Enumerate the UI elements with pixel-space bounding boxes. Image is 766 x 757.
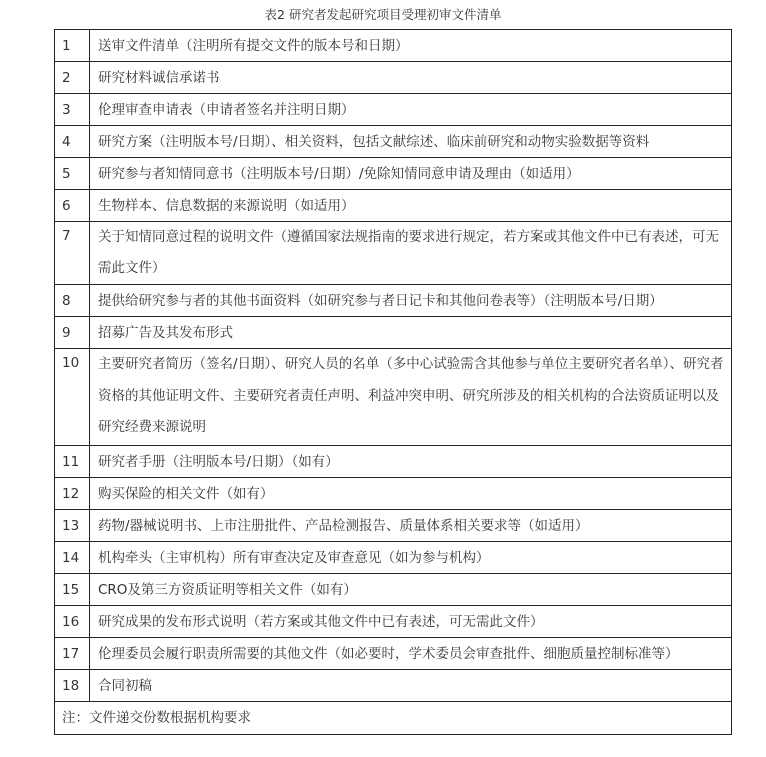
table-note-row (55, 702, 732, 735)
row-text: 生物样本、信息数据的来源说明（如适用） (90, 190, 732, 222)
row-number: 8 (55, 285, 90, 317)
row-text: 伦理审查申请表（申请者签名并注明日期） (90, 94, 732, 126)
row-text: 送审文件清单（注明所有提交文件的版本号和日期） (90, 30, 732, 62)
table-row (55, 94, 732, 126)
row-number: 14 (55, 542, 90, 574)
row-text: 合同初稿 (90, 670, 732, 702)
row-number: 5 (55, 158, 90, 190)
row-number: 7 (55, 222, 90, 285)
table-row (55, 574, 732, 606)
row-text: 研究者手册（注明版本号/日期）（如有） (90, 446, 732, 478)
table-row (55, 126, 732, 158)
table-row (55, 446, 732, 478)
table-row (55, 317, 732, 349)
table-row (55, 62, 732, 94)
table-row (55, 158, 732, 190)
row-number: 18 (55, 670, 90, 702)
table-row (55, 285, 732, 317)
row-text: 研究方案（注明版本号/日期）、相关资料，包括文献综述、临床前研究和动物实验数据等资料 (90, 126, 732, 158)
row-text: 提供给研究参与者的其他书面资料（如研究参与者日记卡和其他问卷表等）（注明版本号/日期） (90, 285, 732, 317)
row-text: 伦理委员会履行职责所需要的其他文件（如必要时，学术委员会审查批件、细胞质量控制标准等） (90, 638, 732, 670)
table-row (55, 222, 732, 285)
row-text: 购买保险的相关文件（如有） (90, 478, 732, 510)
row-number: 16 (55, 606, 90, 638)
table-row (55, 670, 732, 702)
table-row (55, 30, 732, 62)
row-number: 13 (55, 510, 90, 542)
row-text: CRO及第三方资质证明等相关文件（如有） (90, 574, 732, 606)
row-number: 11 (55, 446, 90, 478)
row-text: 研究成果的发布形式说明（若方案或其他文件中已有表述，可无需此文件） (90, 606, 732, 638)
row-number: 17 (55, 638, 90, 670)
row-number: 12 (55, 478, 90, 510)
row-number: 1 (55, 30, 90, 62)
row-text: 研究参与者知情同意书（注明版本号/日期）/免除知情同意申请及理由（如适用） (90, 158, 732, 190)
row-number: 15 (55, 574, 90, 606)
row-text: 研究材料诚信承诺书 (90, 62, 732, 94)
row-number: 10 (55, 349, 90, 446)
table-caption: 表2 研究者发起研究项目受理初审文件清单 (264, 7, 502, 22)
row-text: 招募广告及其发布形式 (90, 317, 732, 349)
row-text: 药物/器械说明书、上市注册批件、产品检测报告、质量体系相关要求等（如适用） (90, 510, 732, 542)
table-row (55, 542, 732, 574)
row-number: 4 (55, 126, 90, 158)
row-number: 2 (55, 62, 90, 94)
row-text: 主要研究者简历（签名/日期）、研究人员的名单（多中心试验需含其他参与单位主要研究者名单）、研究者资格的其他证明文件、主要研究者责任声明、利益冲突申明、研究所涉及的相关机构的合法资质证明以及研究经费来源说明 (90, 349, 732, 446)
table-row (55, 510, 732, 542)
table-note: 注：文件递交份数根据机构要求 (55, 702, 732, 735)
table-row (55, 190, 732, 222)
row-number: 9 (55, 317, 90, 349)
row-number: 3 (55, 94, 90, 126)
table-row (55, 638, 732, 670)
table-row (55, 349, 732, 446)
table-row (55, 478, 732, 510)
table-row (55, 606, 732, 638)
row-number: 6 (55, 190, 90, 222)
row-text: 关于知情同意过程的说明文件（遵循国家法规指南的要求进行规定，若方案或其他文件中已有表述，可无需此文件） (90, 222, 732, 285)
row-text: 机构牵头（主审机构）所有审查决定及审查意见（如为参与机构） (90, 542, 732, 574)
file-checklist-table (54, 29, 732, 735)
